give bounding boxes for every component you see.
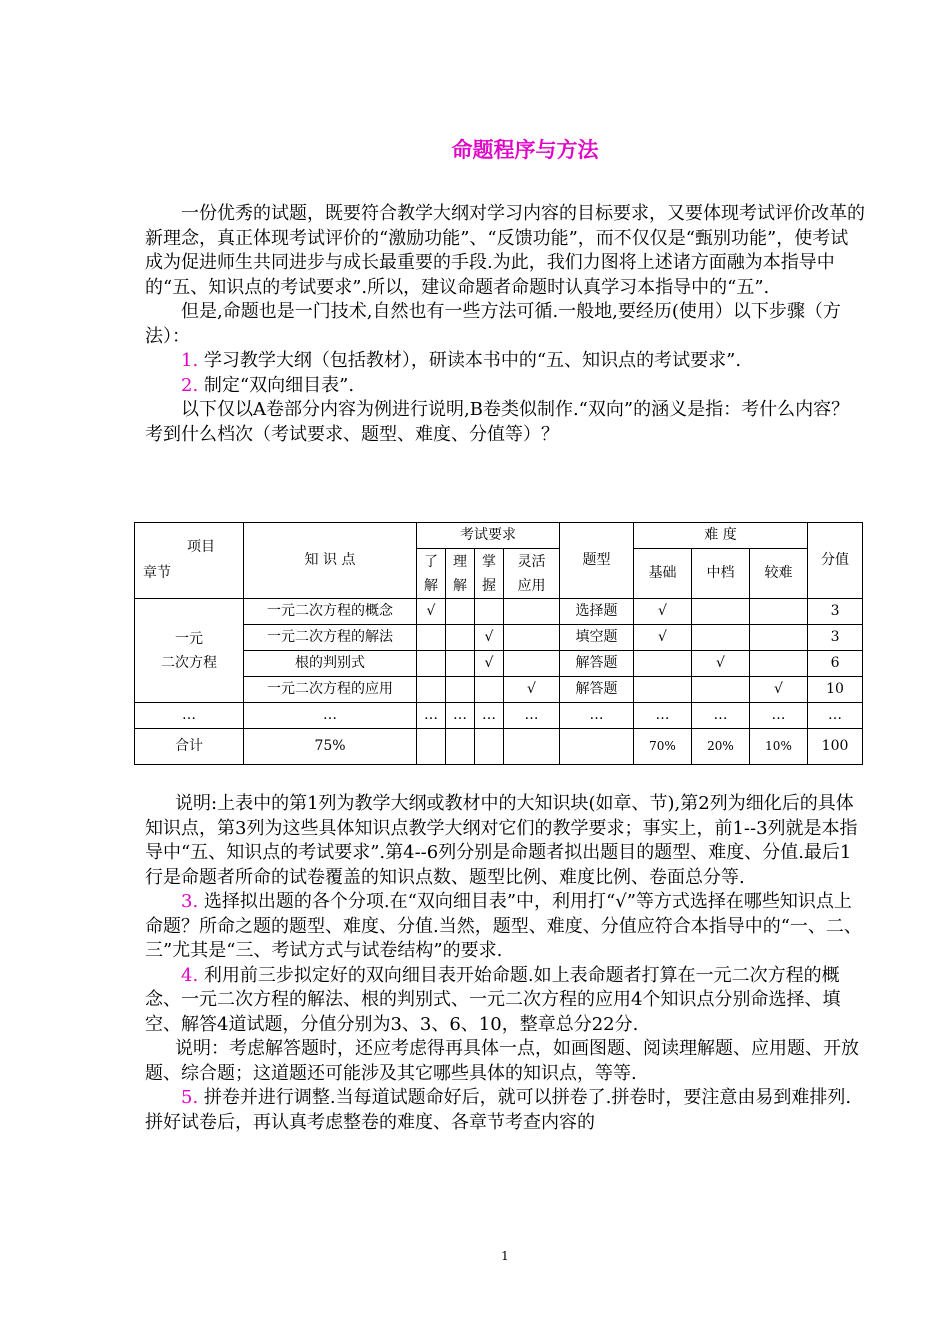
intro-section xyxy=(145,202,865,447)
table-cell xyxy=(446,625,475,651)
note-1: 说明:上表中的第1列为教学大纲或教材中的大知识块(如章、节),第2列为细化后的具体知识点，第3列为这些具体知识点教学大纲对它们的教学要求；事实上，前1--3列就是本指导中“五、知识点的考试要求”.第4--6列分别是命题者拟出题目的题型、难度、分值.最后1行是命题者所命的试卷覆盖的知识点数、题型比例、难度比例、卷面总分等. xyxy=(145,793,858,888)
step-2-text: 制定“双向细目表”. xyxy=(203,374,355,396)
step-3 xyxy=(145,890,865,964)
table-cell: √ xyxy=(475,651,504,677)
total-knowledge: 75% xyxy=(244,729,417,765)
header-diagonal-cell xyxy=(135,523,244,599)
table-row xyxy=(135,677,863,703)
table-cell: … xyxy=(417,703,446,729)
table-cell xyxy=(446,729,475,765)
step-3-text: 选择拟出题的各个分项.在“双向细目表”中，利用打“√”等方式选择在哪些知识点上命题？所命之题的题型、难度、分值.当然，题型、难度、分值应符合本指导中的“一、二、三”尤其是“三、考试方式与试卷结构”的要求. xyxy=(145,891,862,961)
step-4 xyxy=(145,964,865,1038)
table-cell xyxy=(446,651,475,677)
step-5-text: 拼卷并进行调整.当每道试题命好后，就可以拼卷了.拼卷时，要注意由易到难排列.拼好试卷后，再认真考虑整卷的难度、各章节考查内容的 xyxy=(145,1087,852,1133)
table-cell: 6 xyxy=(808,651,863,677)
step-2 xyxy=(145,374,865,399)
table-cell xyxy=(560,729,634,765)
table-cell: 填空题 xyxy=(560,625,634,651)
table-cell: … xyxy=(634,703,692,729)
step-2-number: 2. xyxy=(181,374,199,396)
table-cell xyxy=(475,729,504,765)
table-cell: √ xyxy=(417,599,446,625)
table-cell: … xyxy=(560,703,634,729)
header-diff-hard: 较难 xyxy=(750,549,808,599)
table-cell xyxy=(634,651,692,677)
table-cell: … xyxy=(244,703,417,729)
table-row xyxy=(135,599,863,625)
table-cell xyxy=(634,677,692,703)
table-cell: 解答题 xyxy=(560,651,634,677)
table-cell: √ xyxy=(634,625,692,651)
header-question-type: 题型 xyxy=(560,523,634,599)
table-cell xyxy=(692,599,750,625)
table-row xyxy=(135,625,863,651)
page-title: 命题程序与方法 xyxy=(451,138,599,162)
table-cell: 3 xyxy=(808,599,863,625)
table-cell: … xyxy=(475,703,504,729)
table-cell: √ xyxy=(634,599,692,625)
total-row xyxy=(135,729,863,765)
step-4-text: 利用前三步拟定好的双向细目表开始命题.如上表命题者打算在一元二次方程的概念、一元二次方程的解法、根的判别式、一元二次方程的应用4个知识点分别命选择、填空、解答4道试题，分值分别为3、3、6、10，整章总分22分. xyxy=(145,964,841,1035)
note-2: 说明：考虑解答题时，还应考虑得再具体一点，如画图题、阅读理解题、应用题、开放题、综合题；这道题还可能涉及其它哪些具体的知识点，等等. xyxy=(145,1038,859,1084)
table-cell: 10 xyxy=(808,677,863,703)
table-cell: 一元二次方程的解法 xyxy=(244,625,417,651)
explain-paragraph: 以下仅以A卷部分内容为例进行说明,B卷类似制作.“双向”的涵义是指：考什么内容？考到什么档次（考试要求、题型、难度、分值等）？ xyxy=(145,399,850,445)
table-cell xyxy=(504,729,560,765)
table-cell xyxy=(504,625,560,651)
table-cell xyxy=(692,625,750,651)
table-cell xyxy=(446,677,475,703)
table-cell xyxy=(504,651,560,677)
step-1 xyxy=(145,349,865,374)
table-cell: √ xyxy=(504,677,560,703)
step-1-number: 1. xyxy=(181,350,199,371)
header-diff-basic: 基础 xyxy=(634,549,692,599)
header-req-master: 掌 握 xyxy=(475,549,504,599)
step-1-text: 学习教学大纲（包括教材），研读本书中的“五、知识点的考试要求”. xyxy=(203,350,742,371)
table-row xyxy=(135,651,863,677)
step-5 xyxy=(145,1086,865,1135)
table-cell xyxy=(475,599,504,625)
total-score: 100 xyxy=(808,729,863,765)
table-cell xyxy=(417,729,446,765)
total-medium: 20% xyxy=(692,729,750,765)
table-cell: √ xyxy=(692,651,750,677)
table-cell xyxy=(446,599,475,625)
step-3-number: 3. xyxy=(181,891,199,912)
table-cell: √ xyxy=(475,625,504,651)
method-paragraph: 但是,命题也是一门技术,自然也有一些方法可循.一般地,要经历(使用）以下步骤（方法）： xyxy=(145,301,841,347)
header-req-apply: 灵活 应用 xyxy=(504,549,560,599)
total-label: 合计 xyxy=(135,729,244,765)
table-cell: … xyxy=(135,703,244,729)
total-basic: 70% xyxy=(634,729,692,765)
table-cell: … xyxy=(692,703,750,729)
step-4-number: 4. xyxy=(181,964,199,986)
header-req-comprehend: 理 解 xyxy=(446,549,475,599)
header-difficulty: 难 度 xyxy=(634,523,808,549)
table-cell: 选择题 xyxy=(560,599,634,625)
table-cell: … xyxy=(446,703,475,729)
intro-paragraph: 一份优秀的试题，既要符合教学大纲对学习内容的目标要求，又要体现考试评价改革的新理念，真正体现考试评价的“激励功能”、“反馈功能”，而不仅仅是“甄别功能”，使考试成为促进师生共同进步与成长最重要的手段.为此，我们力图将上述诸方面融为本指导中的“五、知识点的考试要求”.所以，建议命题者命题时认真学习本指导中的“五”. xyxy=(145,203,865,298)
table-cell: 解答题 xyxy=(560,677,634,703)
table-cell: … xyxy=(750,703,808,729)
total-hard: 10% xyxy=(750,729,808,765)
page-number: 1 xyxy=(501,1249,509,1263)
table-cell xyxy=(417,651,446,677)
ellipsis-row xyxy=(135,703,863,729)
table-cell xyxy=(417,625,446,651)
header-diff-medium: 中档 xyxy=(692,549,750,599)
table-cell: 一元二次方程的应用 xyxy=(244,677,417,703)
body-section xyxy=(145,792,865,1135)
table-cell: √ xyxy=(750,677,808,703)
header-knowledge: 知 识 点 xyxy=(244,523,417,599)
table-cell xyxy=(504,599,560,625)
two-way-spec-table xyxy=(134,522,863,765)
table-cell xyxy=(750,651,808,677)
header-chapter: 章节 xyxy=(143,565,171,581)
table-cell xyxy=(475,677,504,703)
table-cell: … xyxy=(808,703,863,729)
table-cell: 根的判别式 xyxy=(244,651,417,677)
table-cell xyxy=(750,625,808,651)
table-cell: 一元二次方程的概念 xyxy=(244,599,417,625)
table-cell xyxy=(417,677,446,703)
header-item: 项目 xyxy=(187,539,215,555)
table-cell xyxy=(692,677,750,703)
table-cell: 3 xyxy=(808,625,863,651)
header-exam-requirement: 考试要求 xyxy=(417,523,560,549)
chapter-cell: 一元 二次方程 xyxy=(135,599,244,703)
step-5-number: 5. xyxy=(181,1087,199,1108)
header-req-understand: 了 解 xyxy=(417,549,446,599)
header-score: 分值 xyxy=(808,523,863,599)
table-cell xyxy=(750,599,808,625)
table-cell: … xyxy=(504,703,560,729)
